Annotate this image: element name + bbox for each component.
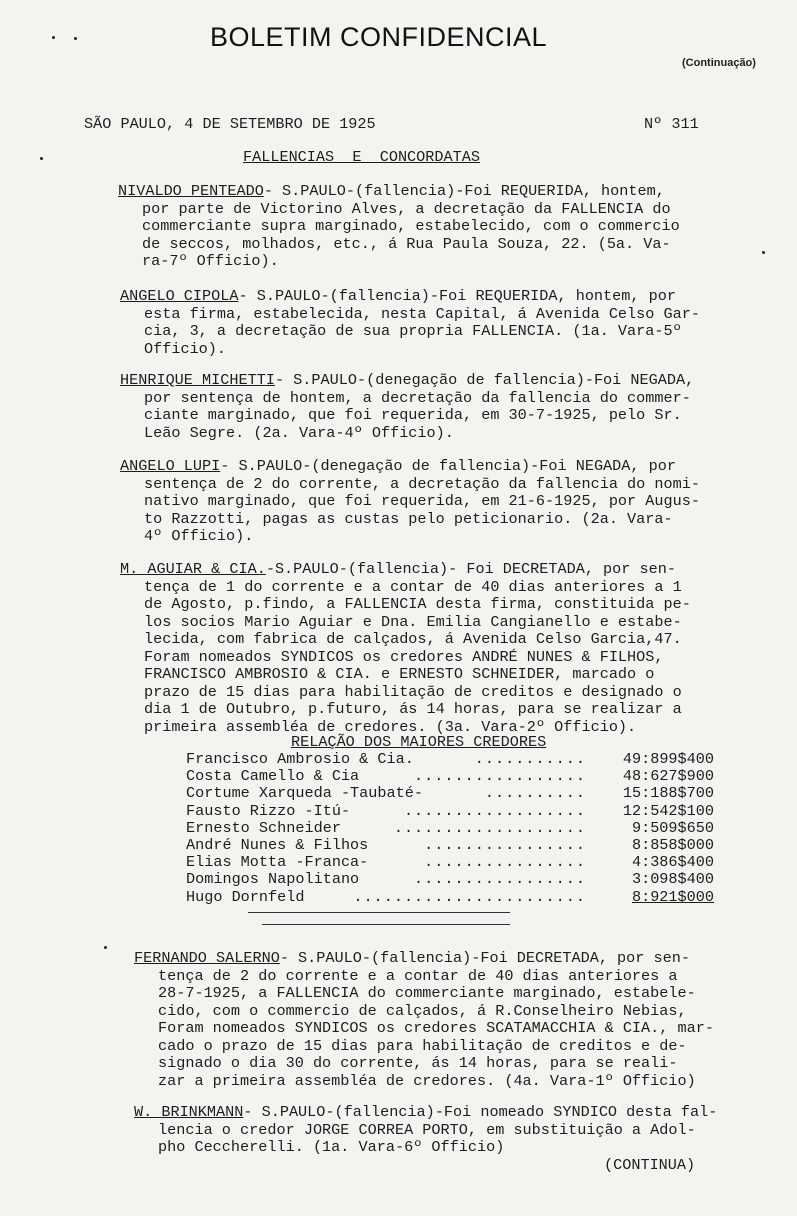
entry-line: - S.PAULO-(denegação de fallencia)-Foi NEGADA, por — [220, 457, 676, 475]
entry-line: 28-7-1925, a FALLENCIA do commerciante marginado, estabele- — [158, 984, 696, 1002]
entry-name: M. AGUIAR & CIA. — [120, 560, 266, 578]
leader-dots: ....................... — [353, 887, 586, 906]
entry-line: tença de 2 do corrente e a contar de 40 dias anteriores a — [158, 966, 678, 985]
entry-line: ra-7º Officio). — [142, 252, 279, 270]
creditor-amount: 49:899$400 — [622, 750, 714, 768]
entry-name: FERNANDO SALERNO — [134, 949, 280, 967]
creditor-row — [186, 853, 716, 870]
entry-line: lecida, com fabrica de calçados, á Avenida Celso Garcia,47. — [144, 630, 682, 648]
entry-line: los socios Mario Aguiar e Dna. Emilia Cangianello e estabe- — [144, 612, 682, 631]
entry-name: W. BRINKMANN — [134, 1103, 244, 1121]
entry-line: signado o dia 30 do corrente, ás 14 horas, para se reali- — [158, 1054, 678, 1072]
bulletin-number: Nº 311 — [644, 115, 699, 133]
document-title: BOLETIM CONFIDENCIAL — [210, 22, 548, 52]
creditor-name: Cortume Xarqueda -Taubaté- — [186, 784, 423, 803]
entry-line: de Agosto, p.findo, a FALLENCIA desta firma, constituida pe- — [144, 595, 691, 613]
leader-dots: ................. — [414, 870, 586, 889]
entry-line: Foram nomeados SYNDICOS os credores ANDRÉ NUNES & FILHOS, — [144, 647, 664, 666]
entry-line: cido, com o commercio de calçados, á R.Conselheiro Nebias, — [158, 1001, 687, 1020]
creditor-amount: 15:188$700 — [622, 784, 714, 803]
scan-speck — [74, 37, 77, 40]
creditor-amount: 12:542$100 — [622, 801, 714, 820]
entry-angelo-cipola — [120, 288, 700, 358]
creditor-name: André Nunes & Filhos — [186, 836, 369, 854]
creditor-amount: 4:386$400 — [631, 853, 714, 872]
entry-line: - S.PAULO-(fallencia)-Foi REQUERIDA, hontem, por — [238, 287, 676, 305]
entry-line: de seccos, molhados, etc., á Rua Paula Souza, 22. (5a. Va- — [142, 234, 671, 253]
scan-speck — [40, 157, 43, 160]
leader-dots: ................... — [393, 818, 586, 837]
separator-rule — [248, 912, 510, 913]
entry-line: Leão Segre. (2a. Vara-4º Officio). — [144, 423, 454, 442]
creditor-row — [186, 870, 716, 887]
leader-dots: ........... — [474, 750, 586, 768]
scan-speck — [104, 946, 107, 949]
entry-line: cado o prazo de 15 dias para habilitação de creditos e de- — [158, 1036, 687, 1055]
entry-line: nativo marginado, que foi requerida, em 21-6-1925, por Augus- — [144, 492, 700, 510]
entry-line: cia, 3, a decretação de sua propria FALLENCIA. (1a. Vara-5º — [144, 322, 682, 340]
section-heading: FALLENCIAS E CONCORDATAS — [243, 148, 480, 166]
creditor-row — [186, 819, 716, 836]
separator-rule — [262, 924, 510, 925]
entry-nivaldo-penteado — [118, 183, 680, 271]
scan-speck — [52, 36, 55, 39]
entry-m-aguiar — [120, 561, 691, 736]
entry-line: pho Ceccherelli. (1a. Vara-6º Officio) — [158, 1138, 505, 1156]
entry-angelo-lupi — [120, 458, 700, 546]
leader-dots: ................. — [414, 767, 586, 786]
creditor-name: Domingos Napolitano — [186, 870, 360, 889]
entry-line: prazo de 15 dias para habilitação de creditos e designado o — [144, 682, 682, 701]
entry-henrique-michetti — [120, 372, 694, 442]
creditors-title: RELAÇÃO DOS MAIORES CREDORES — [291, 733, 547, 751]
creditor-name: Costa Camello & Cia — [186, 767, 360, 786]
entry-line: - S.PAULO-(fallencia)-Foi DECRETADA, por sen- — [279, 949, 690, 967]
entry-line: commerciante supra marginado, estabelecido, com o commercio — [142, 217, 680, 235]
entry-name: HENRIQUE MICHETTI — [120, 371, 275, 389]
entry-line: zar a primeira assembléa de credores. (4a. Vara-1º Officio) — [158, 1071, 696, 1090]
creditor-amount: 9:509$650 — [631, 818, 714, 837]
entry-line: tença de 1 do corrente e a contar de 40 dias anteriores a 1 — [144, 577, 682, 596]
creditor-amount: 8:921$000 — [631, 887, 714, 906]
creditor-amount: 3:098$400 — [631, 870, 714, 889]
continua-label: (CONTINUA) — [604, 1156, 696, 1174]
entry-line: to Razzotti, pagas as custas pelo peticionario. (2a. Vara- — [144, 509, 673, 528]
entry-line: Foram nomeados SYNDICOS os credores SCATAMACCHIA & CIA., mar- — [158, 1019, 714, 1037]
entry-line: ciante marginado, que foi requerida, em 30-7-1925, pelo Sr. — [144, 406, 682, 424]
creditor-row — [186, 750, 716, 767]
entry-line: sentença de 2 do corrente, a decretação da fallencia do nomi- — [144, 474, 700, 493]
creditor-name: Hugo Dornfeld — [186, 887, 305, 906]
creditor-name: Francisco Ambrosio & Cia. — [186, 750, 414, 768]
scan-speck — [762, 251, 765, 254]
creditor-amount: 8:858$000 — [631, 836, 714, 854]
creditor-name: Fausto Rizzo -Itú- — [186, 801, 351, 820]
leader-dots: .......... — [484, 784, 586, 803]
entry-line: - S.PAULO-(fallencia)-Foi nomeado SYNDICO desta fal- — [243, 1103, 718, 1121]
entry-line: 4º Officio). — [144, 527, 254, 545]
entry-line: por sentença de hontem, a decretação da fallencia do commer- — [144, 388, 691, 407]
creditor-amount: 48:627$900 — [622, 767, 714, 786]
entry-line: dia 1 de Outubro, p.futuro, ás 14 horas, para se realizar a — [144, 700, 682, 718]
continuation-label: (Continuação) — [682, 57, 756, 69]
creditor-name: Elias Motta -Franca- — [186, 853, 369, 872]
place-date: SÃO PAULO, 4 DE SETEMBRO DE 1925 — [84, 115, 376, 133]
entry-line: primeira assembléa de credores. (3a. Vara-2º Officio). — [144, 717, 637, 736]
creditor-name: Ernesto Schneider — [186, 818, 341, 837]
entry-line: -S.PAULO-(fallencia)- Foi DECRETADA, por sen- — [265, 560, 676, 578]
entry-fernando-salerno — [134, 950, 714, 1090]
entry-line: por parte de Victorino Alves, a decretação da FALLENCIA do — [142, 199, 671, 218]
entry-line: FRANCISCO AMBROSIO & CIA. e ERNESTO SCHNEIDER, marcado o — [144, 665, 655, 683]
creditor-row — [186, 767, 716, 784]
entry-line: - S.PAULO-(denegação de fallencia)-Foi NEGADA, — [274, 371, 695, 389]
creditor-row — [186, 888, 716, 905]
creditor-row — [186, 836, 716, 853]
entry-line: esta firma, estabelecida, nesta Capital, á Avenida Celso Gar- — [144, 304, 700, 323]
entry-w-brinkmann — [134, 1104, 717, 1157]
creditor-row — [186, 802, 716, 819]
entry-name: ANGELO CIPOLA — [120, 287, 239, 305]
creditor-row — [186, 784, 716, 801]
entry-line: lencia o credor JORGE CORREA PORTO, em substituição a Adol- — [158, 1120, 696, 1139]
leader-dots: ................ — [424, 836, 586, 854]
entry-name: NIVALDO PENTEADO — [118, 182, 264, 200]
leader-dots: ................ — [424, 853, 586, 872]
entry-line: - S.PAULO-(fallencia)-Foi REQUERIDA, hontem, — [263, 182, 665, 200]
entry-name: ANGELO LUPI — [120, 457, 221, 475]
leader-dots: .................. — [403, 801, 586, 820]
entry-line: Officio). — [144, 339, 227, 358]
